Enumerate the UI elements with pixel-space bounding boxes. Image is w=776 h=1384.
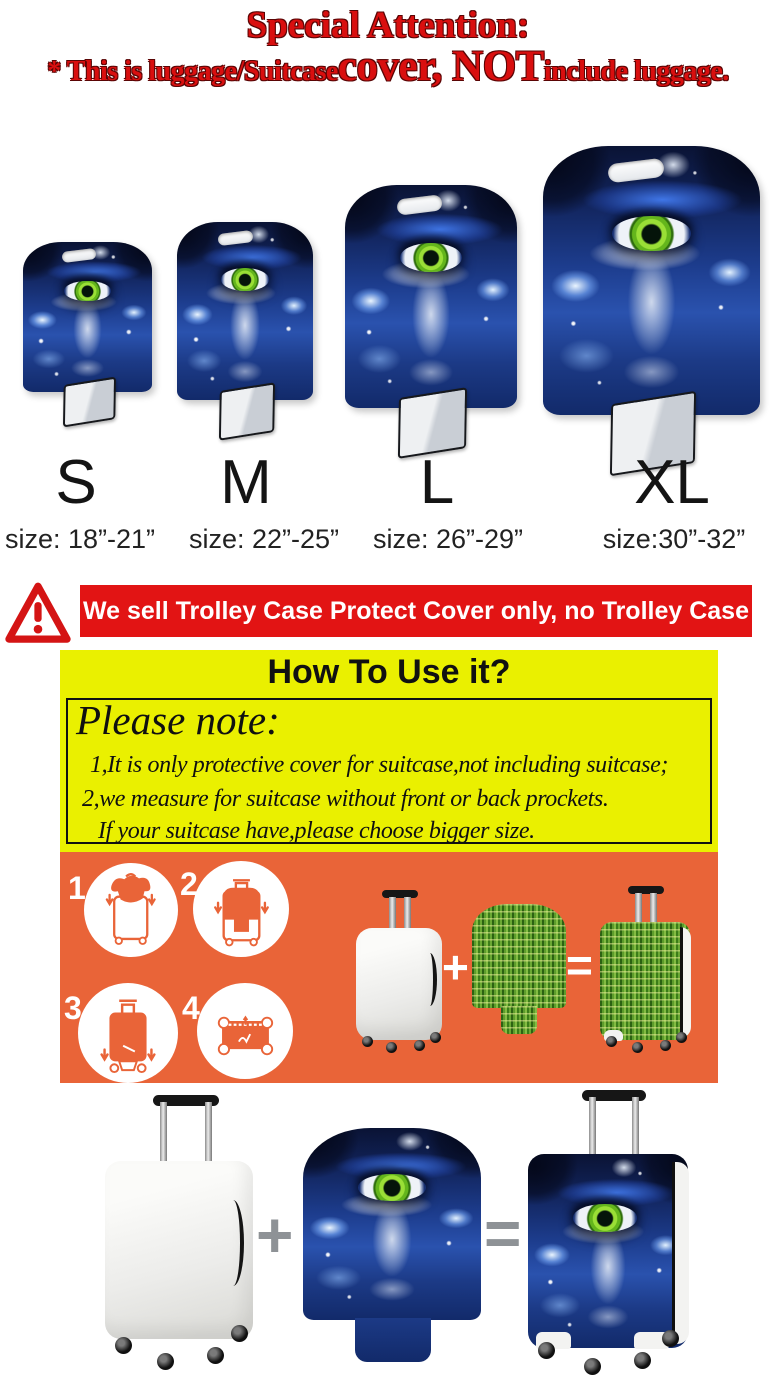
step-1-pull-cover-icon: [95, 871, 166, 950]
step-2-diagram: [193, 861, 289, 957]
cover-bottom-tab: [355, 1318, 431, 1362]
white-suitcase-large: [105, 1095, 253, 1380]
subtitle-suffix: include luggage.: [543, 56, 729, 87]
how-to-use-section: [60, 650, 718, 852]
white-suitcase-small: [356, 890, 442, 1055]
green-eye-graphic: [573, 1204, 637, 1231]
trolley-handle: [628, 886, 664, 894]
step-number-1: 1: [68, 870, 86, 906]
header-subtitle: [0, 42, 776, 91]
galaxy-covered-suitcase: [528, 1090, 688, 1382]
plus-operator: +: [256, 1199, 294, 1271]
handle-cutout: [396, 195, 442, 216]
step-2-half-on-icon: [205, 869, 278, 950]
size-label-xl: XL: [634, 448, 710, 517]
warning-triangle-icon: [5, 577, 71, 651]
green-eye-graphic: [400, 243, 462, 272]
cactus-cover: [472, 904, 566, 1036]
please-note-box: [66, 698, 712, 844]
size-label-l: L: [419, 448, 455, 517]
please-note-heading: Please note:: [76, 697, 280, 743]
zip-line: [222, 1200, 244, 1285]
handle-cutout: [217, 230, 254, 247]
plus-operator: +: [442, 941, 469, 993]
step-number-4: 4: [182, 990, 200, 1026]
luggage-cover-size-s: [23, 242, 152, 392]
handle-cutout: [61, 248, 96, 263]
size-label-m: M: [220, 448, 272, 517]
green-eye-graphic: [612, 216, 690, 251]
step-4-zip-bottom-icon: [209, 991, 282, 1072]
warning-banner-text: We sell Trolley Case Protect Cover only, no Trolley Case: [83, 596, 749, 625]
step-3-diagram: [78, 983, 178, 1083]
note-line-1: 1,It is only protective cover for suitcase,not including suitcase;: [90, 752, 668, 778]
equals-operator: =: [566, 939, 593, 991]
size-range-xl: size:30”-32”: [602, 524, 746, 554]
instructions-section: [60, 852, 718, 1083]
bottom-flap: [219, 382, 275, 440]
size-label-s: S: [55, 448, 97, 517]
green-eye-graphic: [358, 1174, 426, 1201]
step-4-diagram: [197, 983, 293, 1079]
trolley-handle: [382, 890, 418, 898]
warning-banner: [80, 585, 752, 637]
size-range-l: size: 26”-29”: [372, 524, 524, 554]
step-3-fully-on-icon: [90, 991, 166, 1075]
note-line-3: If your suitcase have,please choose bigger size.: [98, 818, 535, 844]
bottom-flap: [63, 376, 116, 426]
handle-cutout: [607, 157, 665, 183]
page-title: Special Attention:: [246, 5, 530, 46]
luggage-cover-size-m: [177, 222, 313, 400]
size-range-s: size: 18”-21”: [4, 524, 156, 554]
zip-line: [423, 953, 437, 1007]
suitcase-side: [672, 1162, 689, 1344]
step-number-3: 3: [64, 990, 82, 1026]
size-range-m: size: 22”-25”: [188, 524, 340, 554]
step-1-diagram: [84, 863, 178, 957]
subtitle-prefix: * This is luggage/Suitcase: [47, 56, 338, 87]
suitcase-side: [680, 927, 691, 1038]
note-line-2: 2,we measure for suitcase without front or back prockets.: [82, 786, 609, 812]
step-number-2: 2: [180, 866, 198, 902]
equals-operator: =: [484, 1197, 522, 1269]
how-to-use-title: How To Use it?: [267, 653, 511, 691]
green-eye-graphic: [221, 268, 270, 291]
green-eye-graphic: [64, 281, 110, 301]
luggage-cover-size-l: [345, 185, 517, 408]
galaxy-cover-product: [303, 1128, 481, 1362]
luggage-cover-size-xl: [543, 146, 760, 415]
subtitle-emphasis: cover, NOT: [337, 43, 544, 90]
cactus-covered-suitcase: [600, 886, 690, 1056]
